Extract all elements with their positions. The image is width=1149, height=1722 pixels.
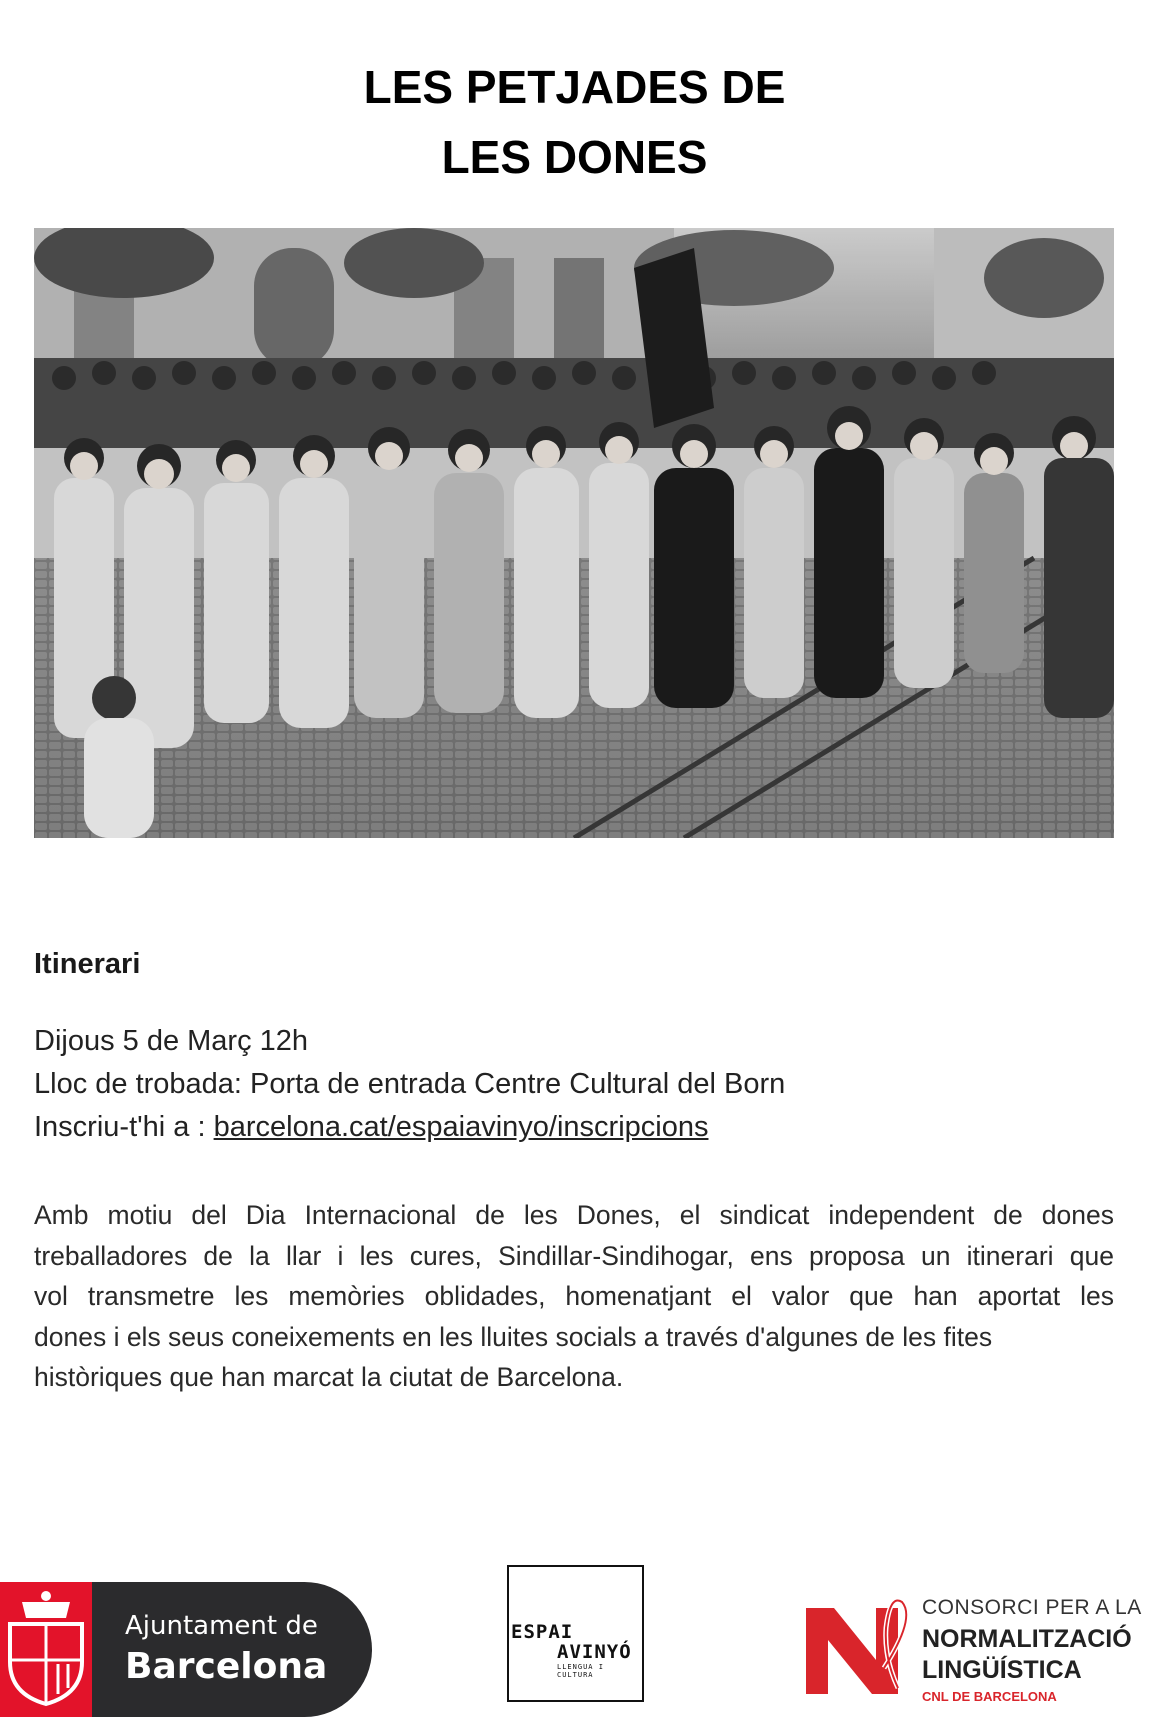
barcelona-shield-icon bbox=[0, 1582, 92, 1717]
ajuntament-text bbox=[125, 1608, 327, 1690]
cnl-logo bbox=[806, 1592, 1142, 1704]
title-line-1: LES PETJADES DE bbox=[363, 61, 786, 113]
cnl-line-2: NORMALITZACIÓ bbox=[922, 1625, 1132, 1653]
description-line-1: Amb motiu del Dia Internacional de les Dones, el sindicat independent de dones bbox=[34, 1200, 1114, 1230]
description-line-4: dones i els seus coneixements en les lluites socials a través d'algunes de les fites bbox=[34, 1321, 993, 1352]
title-line-2: LES DONES bbox=[441, 131, 708, 183]
page-title bbox=[0, 52, 1149, 192]
ajuntament-barcelona-logo bbox=[0, 1582, 372, 1717]
photo-illustration bbox=[34, 228, 1114, 838]
cnl-line-3: LINGÜÍSTICA bbox=[922, 1656, 1082, 1684]
event-details bbox=[34, 1020, 785, 1149]
description-line-3: vol transmetre les memòries oblidades, homenatjant el valor que han aportat les bbox=[34, 1281, 1114, 1312]
event-place: Lloc de trobada: Porta de entrada Centre Cultural del Born bbox=[34, 1068, 786, 1100]
signup-link[interactable]: barcelona.cat/espaiavinyo/inscripcions bbox=[213, 1111, 709, 1143]
description-line-5: històriques que han marcat la ciutat de Barcelona. bbox=[34, 1362, 624, 1393]
cnl-line-1: CONSORCI PER A LA bbox=[922, 1596, 1142, 1619]
ajuntament-line-2: Barcelona bbox=[125, 1646, 328, 1687]
espai-avinyo-logo bbox=[507, 1565, 644, 1702]
espai-avinyo-line-2: AVINYÓ bbox=[557, 1641, 632, 1663]
description-line-2: treballadores de la llar i les cures, Sindillar-Sindihogar, ens proposa un itinerari que bbox=[34, 1240, 1114, 1271]
espai-avinyo-line-1: ESPAI bbox=[511, 1621, 574, 1643]
section-label-itinerari: Itinerari bbox=[34, 948, 141, 980]
ajuntament-line-1: Ajuntament de bbox=[125, 1611, 318, 1641]
historic-photo bbox=[34, 228, 1114, 838]
event-signup bbox=[34, 1106, 785, 1149]
cnl-mark-icon bbox=[806, 1598, 914, 1698]
signup-prefix: Inscriu-t'hi a : bbox=[34, 1111, 214, 1143]
event-date: Dijous 5 de Març 12h bbox=[34, 1025, 309, 1057]
espai-avinyo-line-3: LLENGUA I CULTURA bbox=[557, 1663, 604, 1679]
description-paragraph bbox=[34, 1195, 1114, 1398]
cnl-line-4: CNL DE BARCELONA bbox=[922, 1689, 1057, 1704]
